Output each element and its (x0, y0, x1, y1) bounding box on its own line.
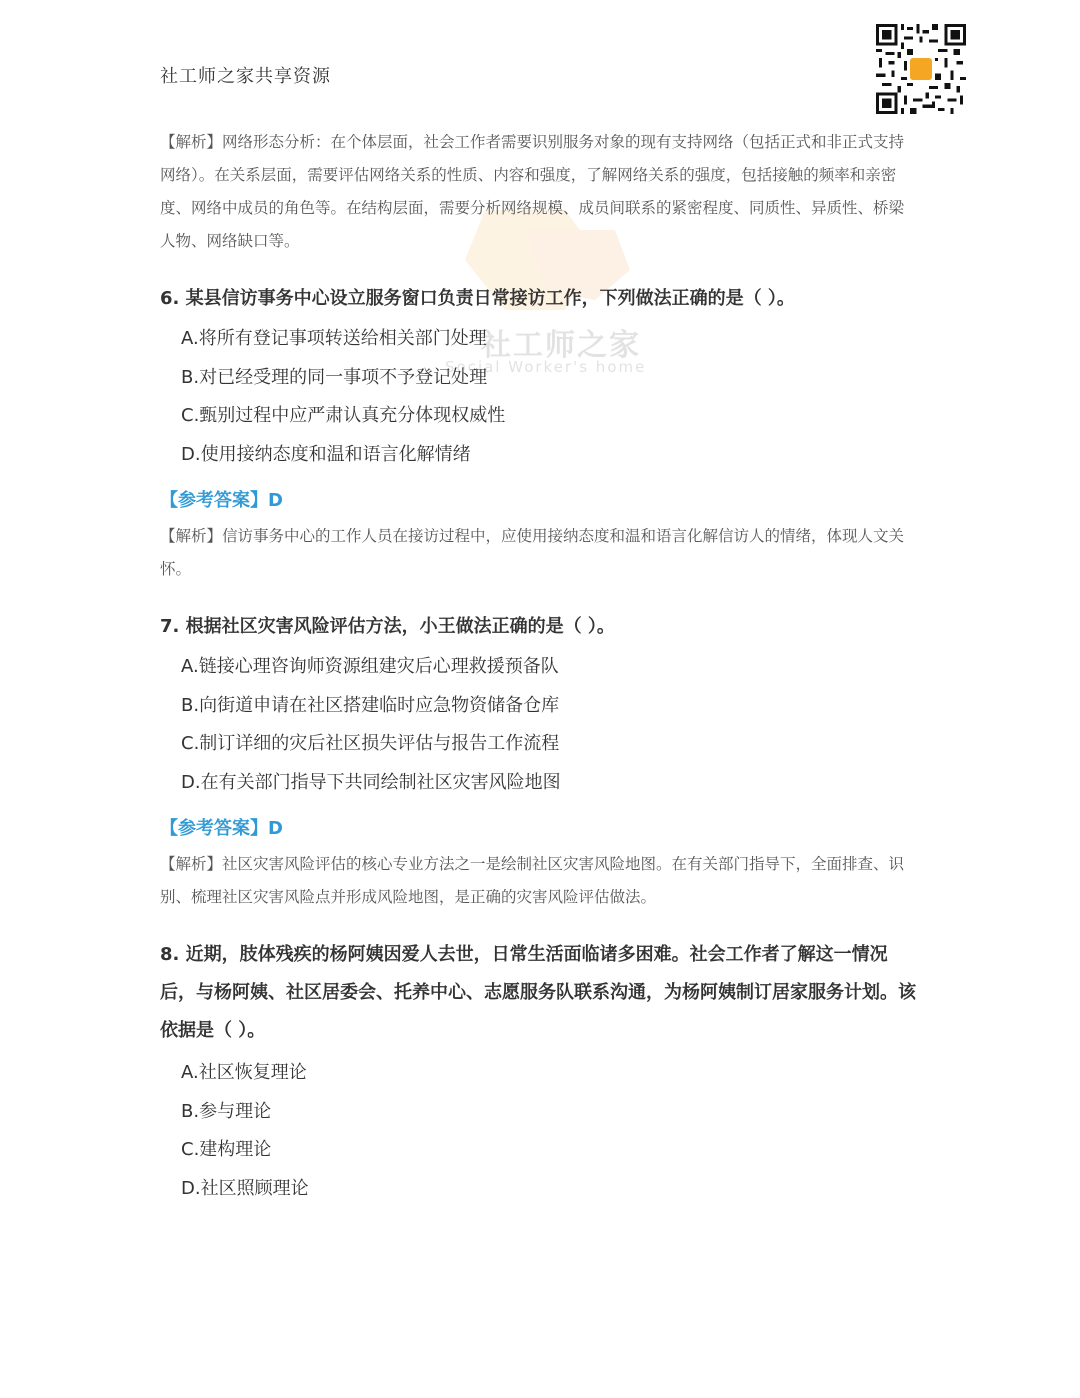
option-d: D.使用接纳态度和温和语言化解情绪 (181, 443, 471, 465)
option-b: B.参与理论 (181, 1100, 272, 1122)
watermark-text-en: Social Worker's home (445, 358, 647, 376)
watermark-text-cn: 社工师之家 (481, 328, 641, 363)
question-7-options (160, 648, 916, 802)
analysis-q7: 【解析】社区灾害风险评估的核心专业方法之一是绘制社区灾害风险地图。在有关部门指导下，全面排查、识别、梳理社区灾害风险点并形成风险地图，是正确的灾害风险评估做法。 (160, 855, 905, 906)
option-a: A.将所有登记事项转送给相关部门处理 (181, 328, 487, 349)
qr-center-logo-icon (907, 55, 935, 83)
option-a: A.链接心理咨询师资源组建灾后心理救援预备队 (181, 656, 559, 677)
analysis-q6: 【解析】信访事务中心的工作人员在接访过程中，应使用接纳态度和温和语言化解信访人的情绪，体现人文关怀。 (160, 527, 905, 578)
option-c: C.建构理论 (181, 1139, 272, 1160)
question-6-stem: 6. 某县信访事务中心设立服务窗口负责日常接访工作，下列做法正确的是（ ）。 (160, 288, 795, 309)
option-d: D.社区照顾理论 (181, 1177, 309, 1199)
option-d: D.在有关部门指导下共同绘制社区灾害风险地图 (181, 771, 561, 793)
answer-q7: 【参考答案】D (160, 818, 283, 839)
question-8-options (160, 1054, 916, 1208)
question-6-options (160, 320, 916, 474)
question-8-stem: 8. 近期，肢体残疾的杨阿姨因爱人去世，日常生活面临诸多困难。社会工作者了解这一情况后，与杨阿姨、社区居委会、托养中心、志愿服务队联系沟通，为杨阿姨制订居家服务计划。该依据是（ ）。 (160, 944, 916, 1041)
analysis-q5: 【解析】网络形态分析：在个体层面，社会工作者需要识别服务对象的现有支持网络（包括正式和非正式支持网络）。在关系层面，需要评估网络关系的性质、内容和强度，了解网络关系的强度，包括接触的频率和亲密度、网络中成员的角色等。在结构层面，需要分析网络规模、成员间联系的紧密程度、同质性、异质性、桥梁人物、网络缺口等。 (160, 133, 905, 250)
question-7-stem: 7. 根据社区灾害风险评估方法，小王做法正确的是（ ）。 (160, 616, 615, 637)
answer-q6: 【参考答案】D (160, 490, 283, 511)
page-header-title: 社工师之家共享资源 (160, 66, 331, 87)
document-body (160, 126, 916, 1208)
option-b: B.对已经受理的同一事项不予登记处理 (181, 366, 488, 388)
option-b: B.向街道申请在社区搭建临时应急物资储备仓库 (181, 694, 560, 716)
option-c: C.甄别过程中应严肃认真充分体现权威性 (181, 405, 506, 426)
option-c: C.制订详细的灾后社区损失评估与报告工作流程 (181, 733, 560, 754)
option-a: A.社区恢复理论 (181, 1062, 307, 1083)
